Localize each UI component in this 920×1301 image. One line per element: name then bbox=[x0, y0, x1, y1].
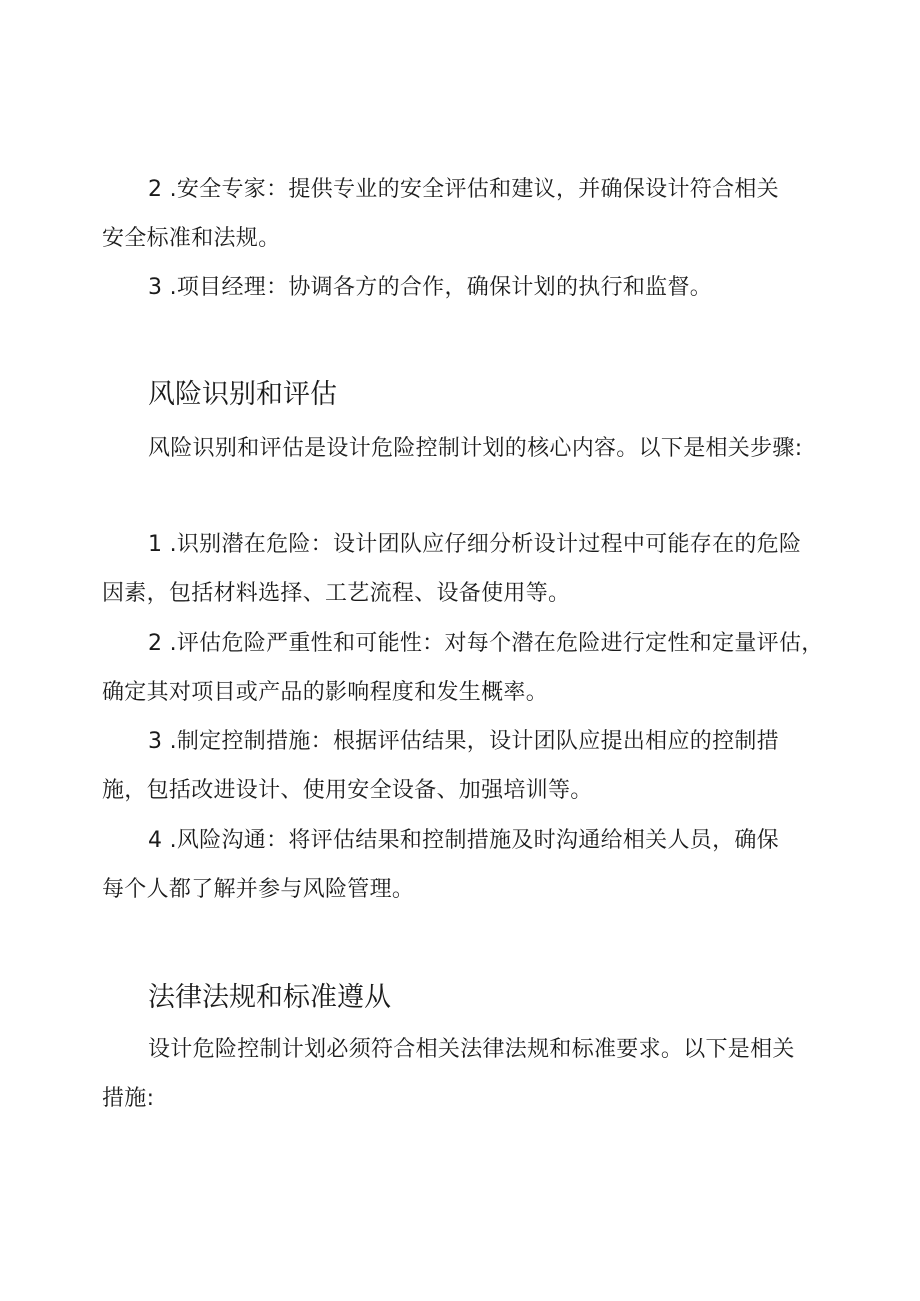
roles-item-2-line1: 2 .安全专家：提供专业的安全评估和建议，并确保设计符合相关 bbox=[148, 177, 779, 202]
risk-item-2-line2: 确定其对项目或产品的影响程度和发生概率。 bbox=[102, 680, 549, 705]
roles-item-3-line1: 3 .项目经理：协调各方的合作，确保计划的执行和监督。 bbox=[148, 275, 713, 300]
risk-item-1-line1: 1 .识别潜在危险：设计团队应仔细分析设计过程中可能存在的危险 bbox=[148, 532, 802, 557]
risk-item-1-line2: 因素，包括材料选择、工艺流程、设备使用等。 bbox=[102, 581, 571, 606]
law-intro-line1: 设计危险控制计划必须符合相关法律法规和标准要求。以下是相关 bbox=[148, 1037, 795, 1062]
roles-item-2-line2: 安全标准和法规。 bbox=[102, 226, 281, 251]
law-intro-line2: 措施: bbox=[102, 1086, 155, 1111]
risk-item-4-line1: 4 .风险沟通：将评估结果和控制措施及时沟通给相关人员，确保 bbox=[148, 828, 779, 853]
risk-section-heading: 风险识别和评估 bbox=[148, 379, 337, 410]
law-section-heading: 法律法规和标准遵从 bbox=[148, 982, 391, 1013]
risk-item-3-line2: 施，包括改进设计、使用安全设备、加强培训等。 bbox=[102, 778, 593, 803]
risk-item-4-line2: 每个人都了解并参与风险管理。 bbox=[102, 877, 415, 902]
risk-item-2-line1: 2 .评估危险严重性和可能性：对每个潜在危险进行定性和定量评估， bbox=[148, 631, 824, 656]
risk-intro: 风险识别和评估是设计危险控制计划的核心内容。以下是相关步骤: bbox=[148, 436, 803, 461]
risk-item-3-line1: 3 .制定控制措施：根据评估结果，设计团队应提出相应的控制措 bbox=[148, 729, 779, 754]
